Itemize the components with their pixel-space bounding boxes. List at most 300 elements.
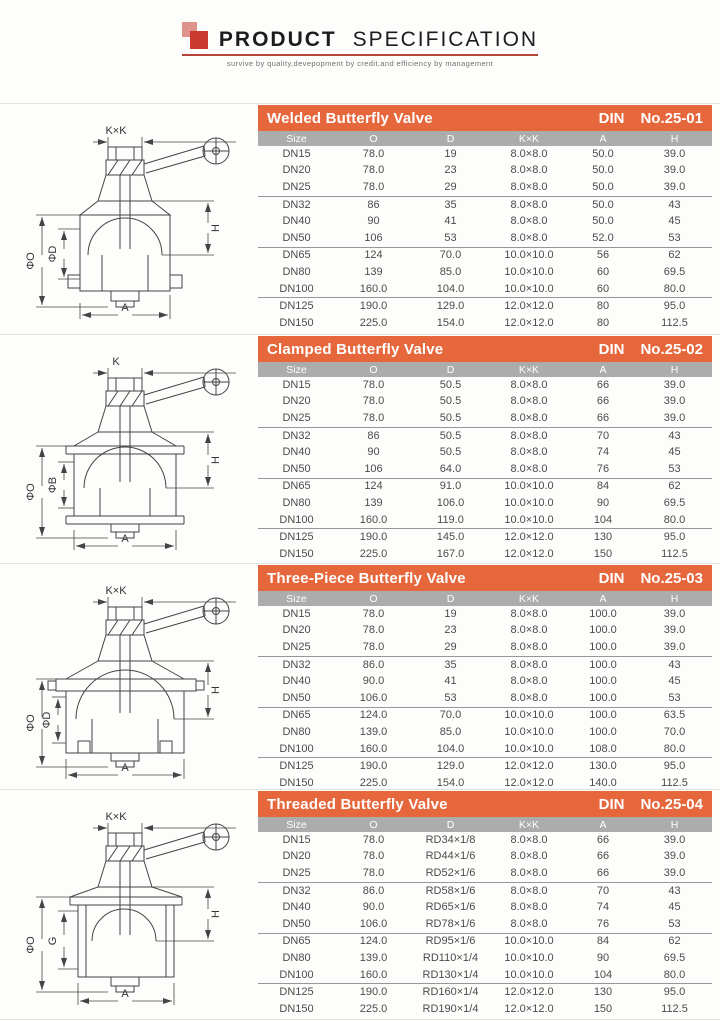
- table-cell: 145.0: [436, 531, 465, 544]
- column-header: D: [446, 592, 455, 605]
- column-header: H: [670, 592, 679, 605]
- table-cell: 8.0×8.0: [510, 658, 548, 671]
- table-cell: 45: [668, 901, 681, 914]
- table-cell: 39.0: [663, 378, 686, 391]
- table-cell: 100.0: [589, 658, 617, 671]
- table-cell: 45: [668, 446, 681, 459]
- table-cell: 106.0: [335, 916, 412, 933]
- column-header: D: [446, 132, 455, 145]
- table-cell: 78.0: [335, 639, 412, 656]
- table-cell: 85.0: [439, 725, 462, 738]
- table-cell: 50.5: [439, 446, 462, 459]
- table-cell: 78.0: [362, 607, 385, 620]
- table-cell: 23: [444, 164, 457, 177]
- table-cell: DN25: [258, 639, 335, 656]
- table-cell: DN25: [258, 179, 335, 196]
- table-cell: 70: [596, 884, 610, 897]
- drawing-panel-clamped: [8, 338, 254, 560]
- table-cell: 8.0×8.0: [489, 179, 569, 196]
- table-cell: DN150: [279, 316, 314, 329]
- table-cell: DN65: [282, 480, 311, 493]
- table-row: [258, 546, 712, 563]
- table-cell: 43: [668, 429, 681, 442]
- table-cell: 160.0: [335, 741, 412, 758]
- table-cell: 104.0: [412, 741, 489, 758]
- table-cell: 90: [367, 446, 380, 459]
- table-cell: 80.0: [637, 741, 712, 758]
- table-cell: 78.0: [362, 624, 385, 637]
- dim-label-kxk: K×K: [105, 811, 127, 823]
- table-cell: 112.5: [661, 1002, 688, 1015]
- table-row: [258, 882, 712, 899]
- threaded-valve-drawing-icon: [8, 793, 254, 1013]
- table-cell: 154.0: [436, 776, 465, 789]
- column-header: Size: [286, 363, 307, 376]
- table-row: [258, 639, 712, 656]
- dimension-table: [258, 591, 712, 792]
- table-cell: 74: [596, 446, 610, 459]
- three-piece-valve-drawing-icon: [8, 567, 254, 787]
- table-cell: DN100: [258, 741, 335, 758]
- table-cell: DN15: [282, 833, 311, 846]
- dim-label-outer-diameter: ΦO: [25, 483, 37, 501]
- table-row: [258, 984, 712, 1001]
- table-cell: 43: [668, 198, 681, 211]
- table-cell: 95.0: [663, 300, 686, 313]
- table-cell: 66: [596, 378, 610, 391]
- table-cell: 80.0: [637, 512, 712, 529]
- dim-label-outer-diameter: ΦO: [25, 936, 37, 954]
- table-cell: 39.0: [663, 833, 686, 846]
- table-cell: DN20: [282, 164, 311, 177]
- table-cell: 160.0: [335, 512, 412, 529]
- table-cell: DN125: [279, 300, 314, 313]
- table-cell: 112.5: [661, 316, 688, 329]
- table-cell: 39.0: [637, 639, 712, 656]
- table-cell: DN80: [282, 725, 311, 738]
- table-cell: 10.0×10.0: [504, 249, 554, 262]
- table-cell: 108.0: [569, 741, 637, 758]
- din-label: DIN: [598, 340, 625, 358]
- section-clamped-valve: [0, 334, 720, 564]
- table-cell: 41: [444, 675, 457, 688]
- table-row: [258, 163, 712, 180]
- column-header: O: [369, 132, 378, 145]
- table-cell: 76: [569, 916, 637, 933]
- table-cell: RD190×1/4: [422, 1002, 479, 1015]
- table-row: [258, 724, 712, 741]
- table-cell: DN80: [282, 496, 311, 509]
- din-label: DIN: [598, 569, 625, 587]
- table-cell: 53: [637, 690, 712, 707]
- table-cell: 56: [596, 249, 610, 262]
- column-header: A: [599, 592, 607, 605]
- table-cell: DN32: [282, 658, 311, 671]
- table-cell: 70: [596, 429, 610, 442]
- table-cell: 50.5: [412, 410, 489, 427]
- table-cell: 39.0: [637, 410, 712, 427]
- dim-label-inner-diameter: ΦB: [47, 476, 59, 494]
- table-cell: 150: [593, 547, 613, 560]
- table-cell: 12.0×12.0: [504, 316, 554, 329]
- table-cell: 62: [668, 935, 681, 948]
- table-cell: 124: [364, 249, 383, 262]
- column-header: H: [670, 818, 679, 831]
- dim-label-inner-diameter: ΦD: [47, 245, 59, 263]
- table-cell: 84: [596, 935, 610, 948]
- table-cell: DN150: [279, 1002, 314, 1015]
- table-row: [258, 264, 712, 281]
- table-cell: DN20: [282, 850, 311, 863]
- table-cell: DN32: [282, 198, 311, 211]
- table-cell: 100.0: [589, 624, 617, 637]
- column-header: D: [446, 818, 455, 831]
- table-cell: 95.0: [663, 760, 686, 773]
- table-title: Welded Butterfly Valve: [267, 109, 433, 127]
- table-cell: 39.0: [663, 164, 686, 177]
- table-cell: 86.0: [362, 884, 385, 897]
- table-cell: DN40: [282, 901, 311, 914]
- table-cell: 50.0: [592, 147, 614, 160]
- table-cell: DN20: [282, 395, 311, 408]
- spec-table-welded: [258, 105, 712, 332]
- table-title: Three-Piece Butterfly Valve: [267, 569, 466, 587]
- column-header: H: [670, 132, 679, 145]
- table-row: [258, 230, 712, 247]
- table-cell: RD78×1/6: [412, 916, 489, 933]
- spec-table-threaded: [258, 791, 712, 1018]
- column-header-row: [258, 362, 712, 377]
- table-cell: 64.0: [412, 461, 489, 478]
- table-cell: 100.0: [569, 690, 637, 707]
- spec-table-three-piece: [258, 565, 712, 792]
- table-cell: 190.0: [359, 986, 388, 999]
- table-cell: 69.5: [663, 951, 686, 964]
- table-cell: 106.0: [436, 496, 465, 509]
- table-cell: 78.0: [362, 850, 385, 863]
- table-cell: 129.0: [436, 760, 465, 773]
- table-row: [258, 495, 712, 512]
- brand-logo-icon: [182, 22, 210, 52]
- table-row: [258, 146, 712, 163]
- table-cell: DN50: [258, 916, 335, 933]
- table-cell: 10.0×10.0: [504, 725, 554, 738]
- table-title-bar: [258, 105, 712, 131]
- column-header: Size: [286, 818, 307, 831]
- table-cell: 100.0: [589, 607, 617, 620]
- table-cell: 8.0×8.0: [489, 461, 569, 478]
- table-row: [258, 656, 712, 673]
- column-header: O: [369, 592, 378, 605]
- table-cell: 8.0×8.0: [489, 916, 569, 933]
- spec-table-clamped: [258, 336, 712, 563]
- table-cell: 12.0×12.0: [504, 547, 554, 560]
- table-row: [258, 179, 712, 196]
- table-cell: 8.0×8.0: [510, 215, 548, 228]
- table-cell: 23: [444, 624, 457, 637]
- table-cell: 35: [444, 658, 457, 671]
- table-cell: 225.0: [359, 547, 388, 560]
- table-cell: 53: [637, 916, 712, 933]
- column-header: D: [446, 363, 455, 376]
- table-cell: 53: [637, 461, 712, 478]
- table-cell: DN65: [282, 249, 311, 262]
- drawing-panel-three-piece: [8, 567, 254, 789]
- dim-label-kxk: K×K: [105, 125, 127, 137]
- table-cell: DN80: [282, 951, 311, 964]
- column-header: K×K: [518, 363, 540, 376]
- table-cell: 8.0×8.0: [489, 639, 569, 656]
- table-cell: RD130×1/4: [412, 967, 489, 984]
- table-row: [258, 427, 712, 444]
- table-cell: 78.0: [362, 833, 385, 846]
- table-cell: 39.0: [637, 865, 712, 882]
- table-cell: 8.0×8.0: [510, 850, 548, 863]
- table-title: Threaded Butterfly Valve: [267, 795, 448, 813]
- table-cell: 50.0: [592, 164, 614, 177]
- table-row: [258, 967, 712, 984]
- table-cell: 8.0×8.0: [510, 607, 548, 620]
- section-three-piece-valve: [0, 563, 720, 793]
- table-row: [258, 832, 712, 849]
- table-cell: 8.0×8.0: [510, 675, 548, 688]
- table-cell: 66: [596, 850, 610, 863]
- table-cell: 95.0: [663, 531, 686, 544]
- table-cell: 62: [668, 480, 681, 493]
- table-cell: 106: [335, 230, 412, 247]
- column-header: O: [369, 363, 378, 376]
- table-cell: 50.5: [439, 378, 462, 391]
- table-cell: 8.0×8.0: [489, 690, 569, 707]
- table-cell: 10.0×10.0: [489, 741, 569, 758]
- table-cell: 66: [569, 865, 637, 882]
- table-cell: 100.0: [589, 725, 617, 738]
- column-header: K×K: [518, 592, 540, 605]
- dim-label-inner-diameter: G: [47, 936, 59, 946]
- din-number: No.25-01: [640, 109, 703, 127]
- table-cell: DN65: [282, 935, 311, 948]
- table-cell: 70.0: [439, 709, 462, 722]
- table-cell: RD160×1/4: [422, 986, 479, 999]
- table-cell: RD52×1/6: [412, 865, 489, 882]
- table-cell: DN15: [282, 607, 311, 620]
- table-cell: DN125: [279, 760, 314, 773]
- table-cell: 129.0: [436, 300, 465, 313]
- table-title-bar: [258, 336, 712, 362]
- table-cell: 45: [668, 215, 681, 228]
- table-cell: 112.5: [661, 547, 688, 560]
- table-row: [258, 478, 712, 495]
- table-cell: DN80: [282, 265, 311, 278]
- table-cell: 53: [412, 230, 489, 247]
- table-cell: 10.0×10.0: [489, 512, 569, 529]
- table-cell: 66: [596, 833, 610, 846]
- table-cell: 10.0×10.0: [504, 709, 554, 722]
- column-header: A: [599, 363, 607, 376]
- table-row: [258, 247, 712, 264]
- din-number: No.25-02: [640, 340, 703, 358]
- dim-label-outer-diameter: ΦO: [25, 714, 37, 732]
- table-cell: 78.0: [335, 865, 412, 882]
- table-cell: 39.0: [663, 147, 686, 160]
- table-cell: 104: [569, 967, 637, 984]
- table-cell: DN25: [258, 410, 335, 427]
- table-row: [258, 849, 712, 866]
- table-cell: DN150: [279, 547, 314, 560]
- table-cell: 8.0×8.0: [489, 410, 569, 427]
- table-title: Clamped Butterfly Valve: [267, 340, 444, 358]
- table-cell: 50.0: [592, 215, 614, 228]
- table-cell: 19: [444, 607, 457, 620]
- table-cell: 12.0×12.0: [504, 986, 554, 999]
- table-cell: 225.0: [359, 1002, 388, 1015]
- table-cell: 90: [596, 496, 610, 509]
- table-row: [258, 461, 712, 478]
- table-cell: 80: [596, 316, 610, 329]
- table-cell: 86: [367, 429, 380, 442]
- table-cell: DN15: [282, 378, 311, 391]
- table-cell: 225.0: [359, 316, 388, 329]
- table-cell: 10.0×10.0: [489, 281, 569, 298]
- table-cell: 12.0×12.0: [504, 776, 554, 789]
- column-header: A: [599, 818, 607, 831]
- table-row: [258, 933, 712, 950]
- table-cell: 69.5: [663, 265, 686, 278]
- table-cell: 106.0: [335, 690, 412, 707]
- table-cell: 60: [596, 265, 610, 278]
- table-row: [258, 950, 712, 967]
- brand-block: [182, 22, 538, 68]
- table-cell: 62: [668, 249, 681, 262]
- table-cell: 90.0: [362, 901, 385, 914]
- dim-label-width: A: [121, 302, 129, 314]
- dim-label-width: A: [121, 988, 129, 1000]
- table-cell: 10.0×10.0: [489, 967, 569, 984]
- dim-label-height: H: [210, 456, 222, 464]
- table-row: [258, 444, 712, 461]
- section-threaded-valve: [0, 789, 720, 1020]
- table-cell: DN20: [282, 624, 311, 637]
- dim-label-outer-diameter: ΦO: [25, 252, 37, 270]
- clamped-valve-drawing-icon: [8, 338, 254, 558]
- welded-valve-drawing-icon: [8, 107, 254, 327]
- table-row: [258, 673, 712, 690]
- table-row: [258, 758, 712, 775]
- table-cell: DN100: [258, 281, 335, 298]
- table-cell: 70.0: [439, 249, 462, 262]
- table-cell: 130: [593, 531, 613, 544]
- table-cell: 60: [569, 281, 637, 298]
- table-title-bar: [258, 565, 712, 591]
- table-cell: 8.0×8.0: [510, 901, 548, 914]
- table-cell: 90.0: [362, 675, 385, 688]
- table-cell: 84: [596, 480, 610, 493]
- table-row: [258, 394, 712, 411]
- table-row: [258, 281, 712, 298]
- table-cell: RD65×1/6: [425, 901, 476, 914]
- table-cell: 91.0: [439, 480, 462, 493]
- table-cell: 100.0: [569, 639, 637, 656]
- dim-label-width: A: [121, 533, 129, 545]
- din-label: DIN: [598, 795, 625, 813]
- table-cell: 43: [668, 884, 681, 897]
- table-cell: 112.5: [661, 776, 688, 789]
- table-cell: 41: [444, 215, 457, 228]
- table-title-bar: [258, 791, 712, 817]
- dim-label-width: A: [121, 762, 129, 774]
- table-cell: 80: [596, 300, 610, 313]
- table-cell: 29: [412, 179, 489, 196]
- table-row: [258, 623, 712, 640]
- column-header-row: [258, 817, 712, 832]
- table-cell: 10.0×10.0: [504, 265, 554, 278]
- table-cell: 39.0: [637, 179, 712, 196]
- table-cell: 50.5: [439, 395, 462, 408]
- table-cell: DN32: [282, 884, 311, 897]
- column-header: K×K: [518, 818, 540, 831]
- column-header-row: [258, 131, 712, 146]
- table-cell: 8.0×8.0: [510, 884, 548, 897]
- table-cell: 8.0×8.0: [510, 446, 548, 459]
- table-cell: 69.5: [663, 496, 686, 509]
- table-cell: DN50: [258, 230, 335, 247]
- table-cell: 160.0: [335, 281, 412, 298]
- table-cell: 124.0: [359, 935, 388, 948]
- table-cell: DN100: [258, 512, 335, 529]
- table-cell: 39.0: [663, 624, 686, 637]
- page-title: [219, 27, 538, 52]
- table-cell: 154.0: [436, 316, 465, 329]
- din-number: No.25-03: [640, 569, 703, 587]
- page-title-secondary: SPECIFICATION: [352, 27, 539, 51]
- table-cell: 130: [593, 986, 613, 999]
- table-row: [258, 298, 712, 315]
- table-cell: 8.0×8.0: [489, 230, 569, 247]
- table-cell: 190.0: [359, 531, 388, 544]
- table-cell: 95.0: [663, 986, 686, 999]
- table-cell: 8.0×8.0: [489, 865, 569, 882]
- din-label: DIN: [598, 109, 625, 127]
- dim-label-height: H: [210, 910, 222, 918]
- drawing-panel-threaded: [8, 793, 254, 1015]
- table-cell: 50.0: [592, 198, 614, 211]
- table-cell: 8.0×8.0: [510, 164, 548, 177]
- table-cell: DN15: [282, 147, 311, 160]
- page-header: [0, 22, 720, 68]
- table-cell: RD95×1/6: [425, 935, 476, 948]
- table-row: [258, 741, 712, 758]
- table-cell: 35: [444, 198, 457, 211]
- table-cell: 76: [569, 461, 637, 478]
- dim-label-height: H: [210, 686, 222, 694]
- table-cell: DN32: [282, 429, 311, 442]
- table-cell: 8.0×8.0: [510, 833, 548, 846]
- dim-label-kxk: K: [112, 356, 120, 368]
- table-cell: 119.0: [412, 512, 489, 529]
- table-cell: 8.0×8.0: [510, 429, 548, 442]
- table-row: [258, 529, 712, 546]
- table-cell: RD110×1/4: [422, 951, 479, 964]
- table-cell: 8.0×8.0: [510, 395, 548, 408]
- table-cell: 106: [335, 461, 412, 478]
- dim-label-inner-diameter: ΦD: [41, 711, 53, 729]
- table-cell: 53: [637, 230, 712, 247]
- table-cell: DN100: [258, 967, 335, 984]
- table-cell: 78.0: [362, 378, 385, 391]
- drawing-panel-welded: [8, 107, 254, 329]
- din-number: No.25-04: [640, 795, 703, 813]
- dimension-table: [258, 362, 712, 563]
